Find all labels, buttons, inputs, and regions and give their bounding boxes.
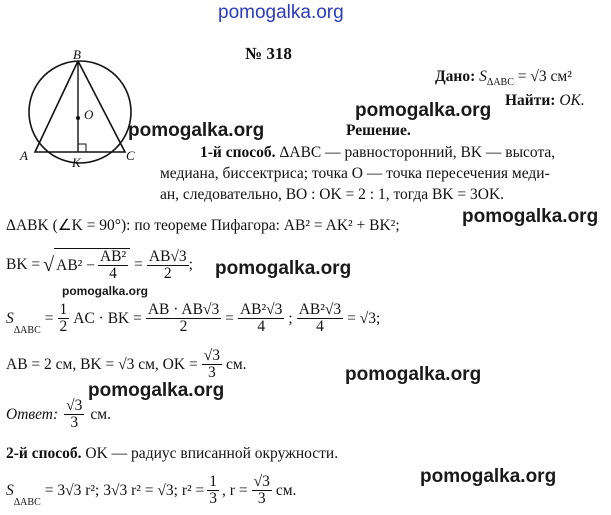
label-a: A xyxy=(20,148,28,163)
find-value: OK. xyxy=(559,92,585,109)
problem-number: № 318 xyxy=(245,44,292,63)
result-line xyxy=(6,348,247,382)
circumcircle xyxy=(29,61,131,163)
given-s: S xyxy=(479,68,487,85)
label-b: B xyxy=(73,47,81,62)
watermark-small[interactable]: pomogalka.org xyxy=(62,284,149,298)
watermark-6[interactable]: pomogalka.org xyxy=(88,380,225,401)
last-b: , r = xyxy=(222,481,248,499)
bk-end: ; xyxy=(188,256,193,274)
bk-radicand xyxy=(54,248,130,283)
solution-heading: Решение. xyxy=(346,122,411,139)
bk-formula xyxy=(6,248,193,283)
bk-frac2-num: AB√3 xyxy=(148,247,187,265)
area-frac2-den: 4 xyxy=(257,318,266,336)
label-o: O xyxy=(84,107,94,122)
area-eq: = xyxy=(44,309,54,327)
last-frac1-den: 3 xyxy=(209,490,218,508)
watermark-3[interactable]: pomogalka.org xyxy=(462,206,599,227)
label-c: C xyxy=(126,148,135,163)
area-ac: AC · BK = xyxy=(73,309,142,327)
pythagoras-line: ΔABK (∠K = 90°): по теореме Пифагора: AB² = AK² + BK²; xyxy=(6,217,400,234)
right-angle-mark xyxy=(78,144,86,152)
watermark-5[interactable]: pomogalka.org xyxy=(345,364,482,385)
given-label: Дано: xyxy=(435,68,476,85)
last-frac2-den: 3 xyxy=(257,490,266,508)
bk-left: BK = xyxy=(6,256,41,274)
area-frac1-den: 2 xyxy=(179,318,188,336)
area-frac3-den: 4 xyxy=(316,318,324,336)
last-a: = 3√3 r²; 3√3 r² = √3; r² = xyxy=(44,481,205,499)
area-frac3 xyxy=(297,302,343,336)
answer-frac xyxy=(64,398,84,432)
area-formula: S $_{\Delta ABC}$ = $\frac{1}{2}$ AC · BK = $\frac{AB \cdot AB√3}{2}$ = $\frac{\text{AB²√3}}{4}$ ; $\frac{\text{AB²√3}}{4}$ = √3; xyxy=(6,301,381,336)
result-unit: см. xyxy=(225,355,247,373)
watermark-top[interactable]: pomogalka.org xyxy=(218,2,344,23)
watermark-7[interactable]: pomogalka.org xyxy=(420,466,557,487)
method2-label: 2-й способ. xyxy=(6,445,82,462)
last-s: S xyxy=(6,481,14,499)
label-k: K xyxy=(72,155,81,170)
center-o xyxy=(76,116,80,120)
area-half xyxy=(58,302,70,336)
result-frac-num: √3 xyxy=(203,347,220,364)
method2-text: OK — радиус вписанной окружности. xyxy=(85,445,339,462)
find-label: Найти: xyxy=(505,92,556,109)
sqrt-icon: √ xyxy=(43,253,55,276)
last-unit: см. xyxy=(275,481,297,499)
area-frac3-num: AB²√3 xyxy=(298,301,342,318)
method2-line xyxy=(6,445,338,463)
area-frac2 xyxy=(238,302,284,336)
answer-unit: см. xyxy=(90,405,111,423)
watermark-4[interactable]: pomogalka.org xyxy=(215,258,352,279)
last-sub: ΔABC xyxy=(13,496,41,508)
area-frac1 xyxy=(146,302,221,336)
result-frac-den: 3 xyxy=(207,364,216,382)
bk-rad-a: AB² − xyxy=(56,256,95,274)
last-frac2-num: √3 xyxy=(253,473,270,490)
last-frac2 xyxy=(252,474,272,508)
area-sub: ΔABC xyxy=(13,324,41,336)
answer-line xyxy=(6,398,111,432)
find-line xyxy=(505,92,585,110)
bk-frac1-num: AB² xyxy=(99,248,127,265)
method1-line1 xyxy=(200,144,555,162)
method1-line2: медиана, биссектриса; точка O — точка пересечения меди- xyxy=(160,165,550,182)
bk-frac1-den: 4 xyxy=(109,265,117,283)
watermark-2[interactable]: pomogalka.org xyxy=(128,120,265,141)
area-half-den: 2 xyxy=(59,318,68,336)
answer-frac-den: 3 xyxy=(70,414,79,432)
given-sub: ΔABC xyxy=(486,77,514,89)
given-line xyxy=(435,68,572,88)
result-frac xyxy=(202,348,222,382)
bk-eq: = xyxy=(134,256,143,274)
area-frac2-num: AB²√3 xyxy=(239,301,283,318)
watermark-1[interactable]: pomogalka.org xyxy=(355,100,492,121)
area-half-num: 1 xyxy=(59,301,68,318)
answer-label: Ответ: xyxy=(6,405,59,423)
area-end: = √3; xyxy=(347,309,381,327)
method2-formula xyxy=(6,474,296,508)
method1-line3: ан, следовательно, BO : OK = 2 : 1, тогда BK = 3OK. xyxy=(160,186,505,203)
area-frac1-num: AB · AB√3 xyxy=(147,301,220,318)
last-frac1-num: 1 xyxy=(209,473,218,490)
area-s: S xyxy=(6,309,14,327)
bk-frac2-den: 2 xyxy=(163,264,172,282)
method1-label: 1-й способ. xyxy=(200,144,276,161)
method1-text: ΔABC — равносторонний, BK — высота, xyxy=(279,144,556,161)
answer-frac-num: √3 xyxy=(66,397,83,414)
bk-frac1 xyxy=(98,249,128,283)
bk-frac2 xyxy=(147,249,189,283)
last-frac1 xyxy=(207,474,219,508)
result-text: AB = 2 см, BK = √3 см, OK = xyxy=(6,355,198,373)
given-rest: = √3 см² xyxy=(513,68,572,85)
triangle-abc xyxy=(35,61,125,152)
